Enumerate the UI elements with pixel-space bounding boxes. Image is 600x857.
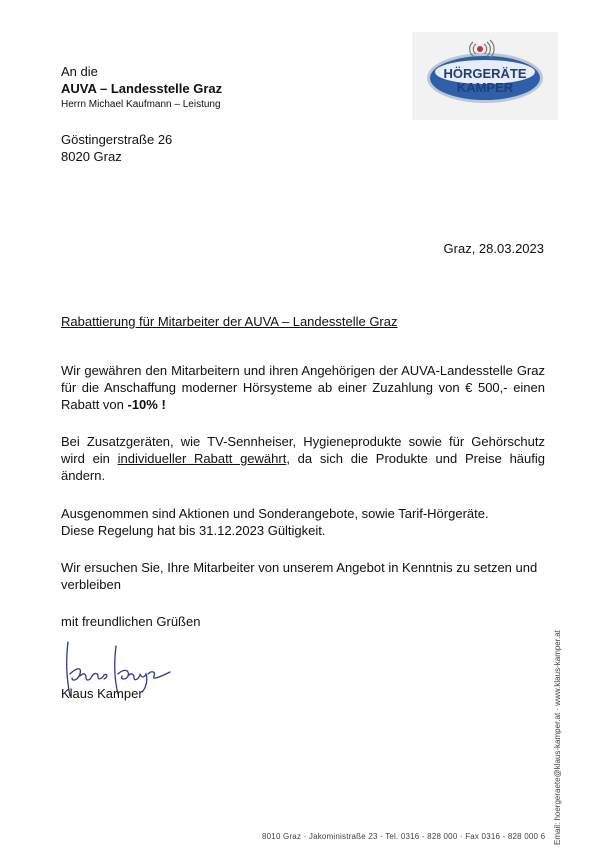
company-logo [412,32,558,120]
recipient-city: 8020 Graz [61,149,122,164]
paragraph-3-line2: Diese Regelung hat bis 31.12.2023 Gültigkeit. [61,523,326,538]
logo-line2: KAMPER [456,80,514,95]
logo-line1: HÖRGERÄTE [443,66,527,81]
sidebar-contact: Email: hoergeraete@klaus-kamper.at · www.klaus-kamper.at [553,630,562,845]
paragraph-1 [61,362,545,413]
letter-subject: Rabattierung für Mitarbeiter der AUVA – Landesstelle Graz [61,314,398,329]
paragraph-2 [61,433,545,484]
paragraph-2-text: Bei Zusatzgeräten, wie TV-Sennheiser, Hygieneprodukte sowie für Gehörschutz wird ein [61,434,545,466]
recipient-org: AUVA – Landesstelle Graz [61,81,223,96]
paragraph-1-text: Wir gewähren den Mitarbeitern und ihren Angehörigen der AUVA-Landesstelle Graz für die Anschaffung moderner Hörsysteme ab einer Zuzahlung von € 500,- einen Rabatt von [61,363,545,412]
paragraph-3 [61,505,545,539]
letter-date: Graz, 28.03.2023 [443,241,544,256]
paragraph-4: Wir ersuchen Sie, Ihre Mitarbeiter von unserem Angebot in Kenntnis zu setzen und verbleiben [61,560,538,592]
paragraph-3-line1: Ausgenommen sind Aktionen und Sonderangebote, sowie Tarif-Hörgeräte. [61,506,489,521]
recipient-street: Göstingerstraße 26 [61,132,173,147]
closing-greeting: mit freundlichen Grüßen [61,614,201,629]
recipient-address [61,63,222,112]
recipient-street-block [61,131,172,165]
signer-name: Klaus Kamper [61,686,143,701]
salutation: An die [61,64,98,79]
recipient-contact: Herrn Michael Kaufmann – Leistung [61,99,221,110]
discount-value: -10% ! [127,397,166,412]
individual-discount-note: individueller Rabatt gewährt [117,451,287,466]
paragraph-2-text-end: , da sich die Produkte und Preise häufig ändern. [61,451,545,483]
footer-address: 8010 Graz · Jakoministraße 23 · Tel. 0316 - 828 000 · Fax 0316 - 828 000 6 [262,832,546,841]
